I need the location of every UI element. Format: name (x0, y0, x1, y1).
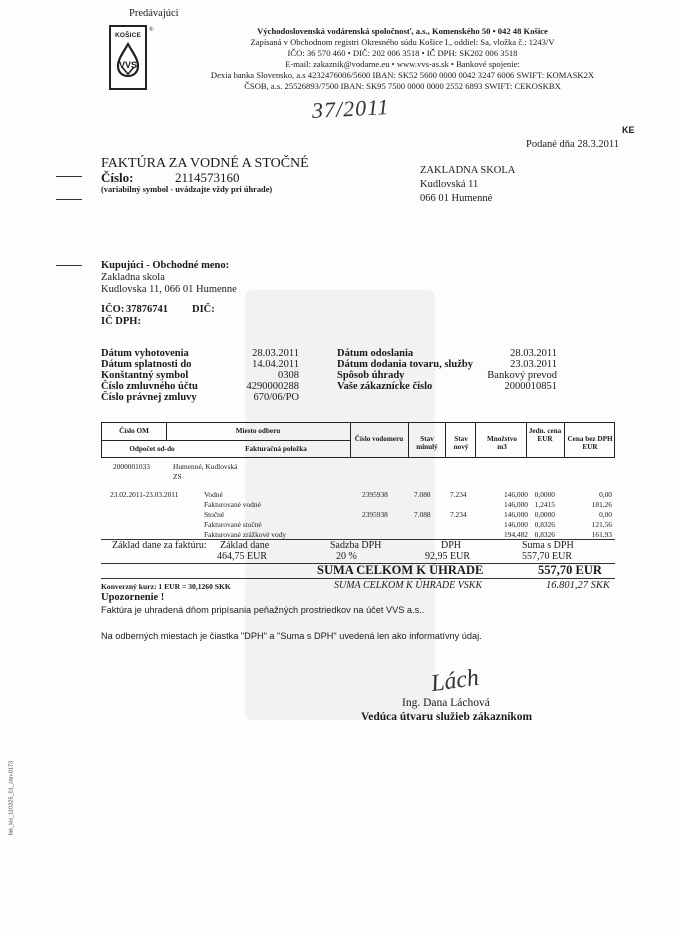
vat-base-value: 464,75 EUR (217, 551, 267, 562)
supplier-bank-line-2: ČSOB, a.s. 25526893/7500 IBAN: SK95 7500 0000 0000 2552 6893 SWIFT: CEKOSKBX (244, 81, 561, 91)
invoice-number: 2114573160 (175, 170, 240, 185)
fold-mark (56, 199, 82, 200)
supplier-contact-line: E-mail: zakaznik@vodarne.eu • www.vvs-as.sk • Bankové spojenie: (285, 59, 520, 69)
vat-rate-label: Sadzba DPH (330, 540, 382, 551)
col-price-excl-vat: Cena bez DPH EUR (567, 435, 613, 452)
item-price: 181,26 (591, 500, 612, 509)
sum-with-vat-value: 557,70 EUR (522, 551, 572, 562)
col-meter-number: Číslo vodomeru (354, 435, 404, 443)
total-skk-value: 16.801,27 SKK (546, 580, 610, 591)
item-qty: 146,000 (503, 490, 528, 499)
detail-label: Číslo právnej zmluvy (101, 392, 197, 403)
summary-bottom-rule (101, 578, 615, 579)
item-prev: 7.088 (414, 490, 431, 499)
detail-label: Dátum odoslania (337, 348, 414, 359)
item-name: Fakturované vodné (204, 500, 261, 509)
side-document-code: fak_kis_110325_01_zan-0173 (8, 760, 15, 836)
detail-value: 14.04.2011 (252, 359, 299, 370)
supplier-register-line: Zapísaná v Obchodnom registri Okresného súdu Košice I., oddiel: Sa, vložka č.: 1243/V (250, 37, 555, 47)
item-meter: 2395938 (362, 510, 388, 519)
items-table-header (101, 422, 615, 458)
col-quantity: Množstvo m3 (487, 435, 517, 452)
item-unit: 1,2415 (534, 500, 555, 509)
fold-mark (56, 176, 82, 177)
item-unit: 0,0000 (534, 490, 555, 499)
notice-vat-info: Na odberných miestach je čiastka "DPH" a "Suma s DPH" uvedená len ako informatívny údaj. (101, 631, 482, 641)
item-qty: 146,000 (503, 500, 528, 509)
item-name: Vodné (204, 490, 223, 499)
om-place-2: ZS (173, 472, 182, 481)
buyer-ico-label: IČO: (101, 304, 125, 315)
om-number: 2000001033 (113, 462, 150, 471)
buyer-name: Zakladna skola (101, 272, 165, 283)
notice-payment: Faktúra je uhradená dňom pripísania peňažných prostriedkov na účet VVS a.s.. (101, 605, 425, 615)
col-unit-price: Jedn. cena EUR (528, 427, 562, 444)
buyer-ico: 37876741 (126, 304, 168, 315)
detail-label: Dátum dodania tovaru, služby (337, 359, 473, 370)
reading-period: 23.02.2011-23.03.2011 (110, 490, 179, 499)
logo-city: KOŠICE (114, 32, 142, 39)
detail-label: Dátum splatnosti do (101, 359, 192, 370)
detail-label: Spôsob úhrady (337, 370, 405, 381)
col-reading-period: Odpočet od-do (129, 445, 175, 453)
detail-value: 28.03.2011 (510, 348, 557, 359)
item-qty: 146,000 (503, 520, 528, 529)
sum-with-vat-label: Suma s DPH (522, 540, 574, 551)
detail-value: 4290000288 (246, 381, 299, 392)
total-label: SUMA CELKOM K ÚHRADE (317, 563, 484, 577)
col-consumption-place: Miesto odberu (235, 427, 281, 435)
item-price: 0,00 (599, 510, 612, 519)
conversion-rate: Konverzný kurz: 1 EUR = 30,1260 SKK (101, 582, 231, 591)
received-date: Podané dňa 28.3.2011 (526, 139, 619, 150)
vat-label: DPH (441, 540, 462, 551)
item-price: 161,93 (591, 530, 612, 539)
col-invoice-item: Fakturačná položka (245, 445, 307, 453)
item-prev: 7.088 (414, 510, 431, 519)
vat-base-col-label: Základ dane (220, 540, 270, 551)
detail-label: Konštantný symbol (101, 370, 189, 381)
detail-value: Bankový prevod (487, 370, 557, 381)
om-place: Humenné, Kudlovská (173, 462, 238, 471)
col-new-reading: Stav nový (453, 435, 469, 452)
buyer-label: Kupujúci - Obchodné meno: (101, 260, 230, 271)
registered-mark: ® (149, 27, 154, 33)
buyer-dic-label: DIČ: (192, 304, 215, 315)
item-qty: 146,000 (503, 510, 528, 519)
total-value: 557,70 EUR (538, 563, 602, 577)
item-price: 0,00 (599, 490, 612, 499)
detail-value: 28.03.2011 (252, 348, 299, 359)
detail-value: 0308 (278, 370, 299, 381)
invoice-title: FAKTÚRA ZA VODNÉ A STOČNÉ (101, 156, 309, 171)
invoice-number-label: Číslo: (101, 170, 134, 185)
vat-rate-value: 20 % (336, 551, 357, 562)
vat-base-label: Základ dane za faktúru: (112, 540, 207, 551)
item-new: 7.234 (450, 510, 467, 519)
item-unit: 0,8326 (534, 520, 555, 529)
detail-value: 2000010851 (504, 381, 557, 392)
detail-value: 670/06/PO (253, 392, 299, 403)
stamp-code: KE (622, 125, 635, 135)
recipient-street: Kudlovská 11 (420, 179, 479, 190)
item-name: Fakturované zrážkové vody (204, 530, 287, 539)
fold-mark (56, 265, 82, 266)
signatory-title: Vedúca útvaru služieb zákazníkom (361, 711, 533, 723)
notice-title: Upozornenie ! (101, 592, 165, 603)
item-price: 121,56 (591, 520, 612, 529)
detail-value: 23.03.2011 (510, 359, 557, 370)
supplier-bank-line-1: Dexia banka Slovensko, a.s 4232476006/5600 IBAN: SK52 5600 0000 0042 3247 6006 SWIFT: KOMASK2X (210, 70, 595, 80)
buyer-address: Kudlovska 11, 066 01 Humenne (101, 284, 237, 295)
company-logo (109, 25, 147, 90)
supplier-ids-line: IČO: 36 570 460 • DIČ: 202 006 3518 • IČ DPH: SK202 006 3518 (287, 48, 518, 58)
vat-value: 92,95 EUR (425, 551, 470, 562)
item-new: 7.234 (450, 490, 467, 499)
item-qty: 194,482 (503, 530, 528, 539)
logo-mark: VVS (118, 60, 137, 70)
total-skk-label: SUMA CELKOM K ÚHRADE VSKK (334, 580, 483, 591)
item-name: Stočné (204, 510, 225, 519)
seller-label: Predávajúci (129, 8, 179, 19)
item-meter: 2395938 (362, 490, 388, 499)
recipient-city: 066 01 Humenné (420, 193, 493, 204)
signature-scribble: Lách (429, 664, 481, 698)
item-unit: 0,0000 (534, 510, 555, 519)
item-name: Fakturované stočné (204, 520, 262, 529)
detail-label: Číslo zmluvného účtu (101, 381, 198, 392)
supplier-name-line: Východoslovenská vodárenská spoločnosť, a.s., Komenského 50 • 042 48 Košice (257, 26, 548, 36)
variable-symbol-note: (variabilný symbol - uvádzajte vždy pri úhrade) (101, 185, 273, 194)
buyer-icdph-label: IČ DPH: (101, 316, 141, 327)
col-om-number: Číslo OM (119, 427, 149, 435)
col-prev-reading: Stav minulý (416, 435, 438, 452)
recipient-name: ZAKLADNA SKOLA (420, 165, 516, 176)
detail-label: Vaše zákaznícke číslo (337, 381, 433, 392)
signatory-name: Ing. Dana Láchová (402, 697, 490, 709)
detail-label: Dátum vyhotovenia (101, 348, 189, 359)
handwritten-reference: 37/2011 (311, 93, 391, 124)
item-unit: 0,8326 (534, 530, 555, 539)
